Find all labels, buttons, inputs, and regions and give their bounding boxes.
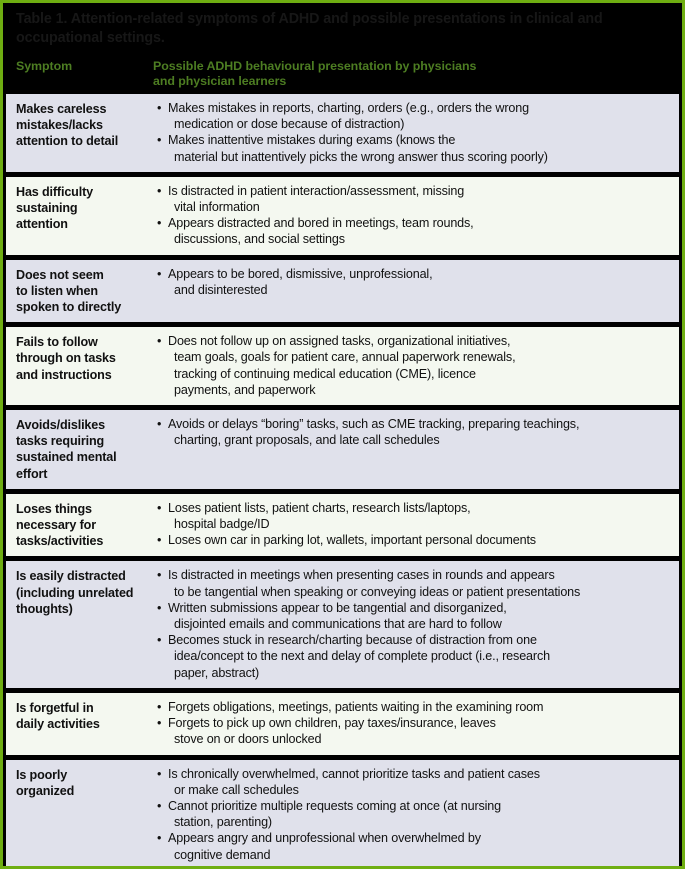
bullet-icon: • (157, 600, 162, 615)
symptom-line: mistakes/lacks (16, 118, 103, 133)
presentation-bullet-item (157, 100, 671, 132)
symptom-line: effort (16, 466, 48, 481)
symptom-line: sustained mental (16, 450, 117, 465)
bullet-text-line: discussions, and social settings (174, 232, 345, 247)
table-caption (3, 3, 682, 51)
bullet-icon: • (157, 183, 162, 198)
presentation-bullet-list (157, 183, 671, 248)
presentation-bullet-list (157, 567, 671, 680)
table-row (6, 693, 679, 755)
bullet-icon: • (157, 699, 162, 714)
symptom-line: daily activities (16, 717, 100, 732)
table-row (6, 561, 679, 687)
symptom-line: organized (16, 783, 75, 798)
symptom-line: Is poorly (16, 767, 68, 782)
bullet-text-line: Appears distracted and bored in meetings, team rounds, (168, 216, 474, 231)
presentation-bullet-list (157, 416, 671, 448)
symptom-line: attention to detail (16, 134, 119, 149)
bullet-text-line: station, parenting) (174, 815, 272, 830)
bullet-text-line: idea/concept to the next and delay of complete product (i.e., research (174, 649, 550, 664)
bullet-icon: • (157, 633, 162, 648)
presentation-bullet-list (157, 100, 671, 165)
bullet-icon: • (157, 766, 162, 781)
bullet-text-line: payments, and paperwork (174, 382, 316, 397)
bullet-icon: • (157, 533, 162, 548)
bullet-text-line: hospital badge/ID (174, 517, 270, 532)
symptom-cell (16, 333, 153, 398)
presentation-cell (153, 699, 671, 748)
presentation-cell (153, 766, 671, 863)
presentation-bullet-item (157, 600, 671, 632)
bullet-text-line: Written submissions appear to be tangential and disorganized, (168, 600, 507, 615)
table-body (3, 94, 682, 869)
presentation-bullet-list (157, 333, 671, 398)
symptom-cell (16, 416, 153, 482)
symptom-line: Does not seem (16, 267, 104, 282)
symptom-cell (16, 500, 153, 550)
column-header-symptom: Symptom (16, 59, 73, 73)
symptom-line: necessary for (16, 518, 96, 533)
presentation-bullet-item (157, 699, 671, 715)
table-row (6, 494, 679, 557)
bullet-text-line: cognitive demand (174, 847, 271, 862)
bullet-text-line: and disinterested (174, 282, 268, 297)
bullet-icon: • (157, 500, 162, 515)
symptom-line: Is forgetful in (16, 700, 94, 715)
bullet-text-line: paper, abstract) (174, 665, 260, 680)
presentation-bullet-item (157, 266, 671, 298)
bullet-text-line: vital information (174, 200, 260, 215)
bullet-text-line: Becomes stuck in research/charting because of distraction from one (168, 633, 537, 648)
bullet-text-line: medication or dose because of distraction) (174, 117, 405, 132)
bullet-icon: • (157, 831, 162, 846)
column-header-presentation (153, 59, 669, 88)
symptom-line: through on tasks (16, 351, 116, 366)
bullet-text-line: Forgets to pick up own children, pay taxes/insurance, leaves (168, 716, 496, 731)
bullet-text-line: Appears angry and unprofessional when overwhelmed by (168, 831, 481, 846)
symptom-cell (16, 100, 153, 165)
bullet-icon: • (157, 417, 162, 432)
bullet-icon: • (157, 133, 162, 148)
bullet-icon: • (157, 334, 162, 349)
bullet-text-line: Does not follow up on assigned tasks, organizational initiatives, (168, 334, 511, 349)
presentation-bullet-item (157, 333, 671, 398)
symptom-line: to listen when (16, 283, 98, 298)
bullet-text-line: Is chronically overwhelmed, cannot prioritize tasks and patient cases (168, 766, 540, 781)
symptom-line: Makes careless (16, 102, 107, 116)
bullet-text-line: Loses own car in parking lot, wallets, important personal documents (168, 533, 536, 548)
caption-line-2: and occupational settings. (16, 11, 603, 46)
symptom-line: attention (16, 217, 68, 232)
bullet-text-line: material but inattentively picks the wrong answer thus scoring poorly) (174, 149, 548, 164)
bullet-text-line: Is distracted in meetings when presenting cases in rounds and appears (168, 568, 555, 583)
presentation-bullet-item (157, 632, 671, 681)
presentation-bullet-list (157, 699, 671, 748)
symptom-cell (16, 183, 153, 248)
bullet-icon: • (157, 798, 162, 813)
table-row (6, 94, 679, 172)
bullet-text-line: or make call schedules (174, 782, 299, 797)
symptom-line: tasks/activities (16, 534, 104, 549)
presentation-cell (153, 567, 671, 680)
symptom-line: and instructions (16, 367, 112, 382)
bullet-icon: • (157, 266, 162, 281)
column-header-row (3, 51, 682, 94)
symptom-line: spoken to directly (16, 300, 122, 315)
bullet-icon: • (157, 216, 162, 231)
bullet-text-line: stove on or doors unlocked (174, 732, 322, 747)
bullet-icon: • (157, 101, 162, 115)
presentation-bullet-list (157, 266, 671, 298)
bullet-text-line: disjointed emails and communications that are hard to follow (174, 617, 502, 632)
symptom-line: tasks requiring (16, 434, 105, 449)
table-row (6, 177, 679, 255)
presentation-bullet-item (157, 715, 671, 747)
symptom-cell (16, 567, 153, 680)
bullet-text-line: Makes inattentive mistakes during exams (knows the (168, 133, 456, 148)
presentation-cell (153, 266, 671, 316)
presentation-cell (153, 500, 671, 550)
bullet-text-line: Loses patient lists, patient charts, research lists/laptops, (168, 500, 471, 515)
table-row (6, 260, 679, 323)
presentation-bullet-list (157, 766, 671, 863)
table-row (6, 760, 679, 869)
presentation-bullet-item (157, 500, 671, 532)
table-row (6, 327, 679, 405)
bullet-text-line: team goals, goals for patient care, annual paperwork renewals, (174, 350, 516, 365)
presentation-bullet-item (157, 215, 671, 247)
bullet-text-line: Cannot prioritize multiple requests coming at once (at nursing (168, 798, 502, 813)
symptom-cell (16, 766, 153, 863)
presentation-bullet-item (157, 416, 671, 448)
column-header-presentation-line-2: and physician learners (153, 73, 287, 88)
symptom-line: Avoids/dislikes (16, 418, 105, 433)
presentation-cell (153, 100, 671, 165)
symptom-cell (16, 699, 153, 748)
presentation-bullet-item (157, 567, 671, 599)
bullet-text-line: Forgets obligations, meetings, patients waiting in the examining room (168, 699, 544, 714)
table-row (6, 410, 679, 489)
symptom-line: Fails to follow (16, 335, 98, 350)
bullet-text-line: tracking of continuing medical education (CME), licence (174, 366, 476, 381)
bullet-text-line: Is distracted in patient interaction/assessment, missing (168, 183, 465, 198)
bullet-text-line: to be tangential when speaking or conveying ideas or patient presentations (174, 584, 581, 599)
column-header-presentation-line-1: Possible ADHD behavioural presentation by physicians (153, 59, 477, 73)
bullet-text-line: Makes mistakes in reports, charting, orders (e.g., orders the wrong (168, 101, 529, 115)
symptom-line: Has difficulty (16, 184, 93, 199)
presentation-bullet-item (157, 798, 671, 830)
symptom-cell (16, 266, 153, 316)
presentation-bullet-item (157, 532, 671, 548)
presentation-bullet-list (157, 500, 671, 549)
bullet-icon: • (157, 568, 162, 583)
presentation-cell (153, 183, 671, 248)
figure-inner (3, 3, 682, 866)
presentation-bullet-item (157, 183, 671, 215)
bullet-text-line: charting, grant proposals, and late call schedules (174, 433, 440, 448)
symptom-line: sustaining (16, 201, 78, 216)
bullet-text-line: Avoids or delays “boring” tasks, such as CME tracking, preparing teachings, (168, 417, 580, 432)
symptom-line: Loses things (16, 501, 92, 516)
bullet-icon: • (157, 716, 162, 731)
symptom-line: Is easily distracted (16, 569, 126, 584)
presentation-cell (153, 416, 671, 482)
symptom-line: (including unrelated (16, 585, 134, 600)
bullet-text-line: Appears to be bored, dismissive, unprofessional, (168, 266, 433, 281)
presentation-bullet-item (157, 766, 671, 798)
presentation-cell (153, 333, 671, 398)
caption-line-1: Table 1. Attention-related symptoms of ADHD and possible presentations in clinical (16, 11, 574, 27)
presentation-bullet-item (157, 132, 671, 164)
symptom-line: thoughts) (16, 601, 73, 616)
presentation-bullet-item (157, 830, 671, 862)
